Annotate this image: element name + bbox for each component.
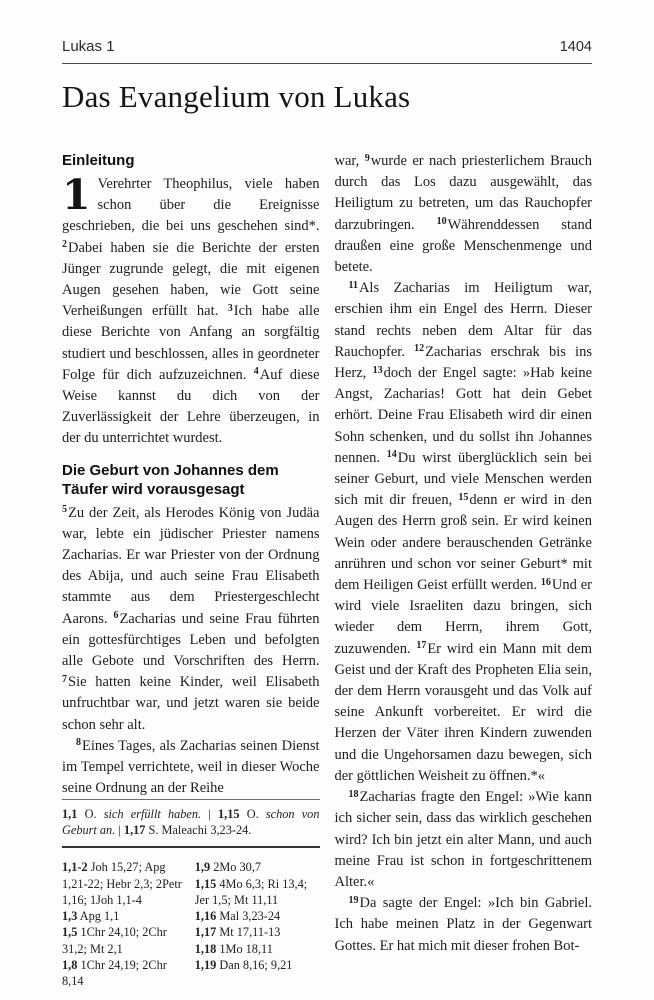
verse-paragraph-11-17: $^{11}$Als Zacharias im Heiligtum war, erschien ihm ein Engel des Herrn. Dieser stand rechts neben dem Altar für das Rauchopfer. $^{12}$Zacharias erschrak bis ins Herz, $^{13}$doch der Engel sagte: »Hab keine Angst, Zacharias! Gott hat dein Gebet erhört. Deine Frau Elisabeth wird dir einen Sohn schenken, und du sollst ihn Johannes nennen. $^{14}$Du wirst überglücklich sein bei seiner Geburt, und viele Menschen werden sich mit dir freuen, $^{15}$denn er wird in den Augen des Herrn groß sein. Er wird keinen Wein oder andere berauschenden Getränke anrühren und schon vor seiner Geburt* mit dem Heiligen Geist erfüllt werden. $^{16}$Und er wird viele Israeliten dazu bringen, sich wieder dem Herrn, ihrem Gott, zuzuwenden. $^{17}$Er wird ein Mann mit dem Geist und der Kraft des Propheten Elia sein, der dem Herrn vorausgeht und das Volk auf seine Ankunft vorbereitet. Er wird die Herzen der Väter ihren Kindern zuwenden und die Ungehorsamen dazu bewegen, sich der göttlichen Weisheit zu öffnen.*« xyxy=(334,279,593,784)
verse-number: 12 xyxy=(414,343,425,355)
verse-number: 6 xyxy=(113,610,119,622)
verse-number: 3 xyxy=(227,302,233,314)
section-heading-einleitung: Einleitung xyxy=(62,152,135,169)
chapter-number-dropcap: 1 xyxy=(62,171,91,219)
verse-paragraph-5-7: $^5$Zu der Zeit, als Herodes König von Judäa war, lebte ein jüdischer Priester namens Zacharias. Er war Priester von der Ordnung des Abija, und auch seine Frau Elisabeth stammte aus dem Priestergeschlecht Aarons. $^6$Zacharias und seine Frau führten ein gottesfürchtiges Leben und befolgten alle Gebote und Vorschriften des Herrn. $^7$Sie hatten keine Kinder, weil Elisabeth unfruchtbar war, und jetzt waren sie beide schon sehr alt. xyxy=(62,504,320,733)
verse-number: 11 xyxy=(348,279,358,291)
running-header xyxy=(62,38,592,56)
footnote-rule-top xyxy=(62,799,320,800)
verse-number: 7 xyxy=(62,673,67,685)
verse-paragraph-9-10: war, $^9$wurde er nach priesterlichem Brauch durch das Los dazu ausgewählt, das Heiligtum zu betreten, um das Rauchopfer darzubringen. $^{10}$Währenddessen stand draußen eine große Menschenmenge und betete. xyxy=(334,152,592,276)
verse-number: 16 xyxy=(540,576,551,588)
cross-reference-entry: 1,3 Apg 1,1 xyxy=(62,909,120,924)
verse-number: 2 xyxy=(62,239,67,251)
verse-number: 17 xyxy=(416,640,427,652)
verse-number: 13 xyxy=(372,364,383,376)
text-columns xyxy=(62,151,593,988)
right-column xyxy=(334,151,593,954)
verse-paragraph-18: $^{18}$Zacharias fragte den Engel: »Wie kann ich sicher sein, dass das wirklich geschehen wird? Ich bin jetzt ein alter Mann, und auch meine Frau ist schon in fortgeschrittenem Alter.« xyxy=(334,788,592,890)
cross-reference-entry: 1,16 Mal 3,23-24 xyxy=(194,909,281,924)
footnote-rule-bottom xyxy=(62,846,320,848)
cross-references xyxy=(62,859,320,989)
verse-number: 8 xyxy=(76,737,81,749)
verse-number: 4 xyxy=(253,366,259,378)
cross-reference-column-1 xyxy=(62,859,187,989)
verse-number: 19 xyxy=(348,894,359,906)
verse-number: 15 xyxy=(458,491,469,503)
cross-reference-entry: 1,19 Dan 8,16; 9,21 xyxy=(194,957,293,972)
book-title: Das Evangelium von Lukas xyxy=(62,79,411,114)
cross-reference-entry: 1,17 Mt 17,11-13 xyxy=(194,925,281,940)
verse-paragraph-1-4 xyxy=(62,171,320,450)
cross-reference-entry: 1,8 1Chr 24,19; 2Chr 8,14 xyxy=(62,957,167,988)
cross-reference-entry: 1,15 4Mo 6,3; Ri 13,4; Jer 1,5; Mt 11,11 xyxy=(194,876,308,907)
footnote-apparatus xyxy=(62,799,320,991)
left-column xyxy=(62,151,320,988)
cross-reference-entry: 1,1-2 Joh 15,27; Apg 1,21-22; Hebr 2,3; 2Petr 1,16; 1Joh 1,1-4 xyxy=(62,860,182,907)
running-head: Lukas 1 xyxy=(62,38,115,55)
verse-paragraph-8: $^8$Eines Tages, als Zacharias seinen Dienst im Tempel verrichtete, weil in dieser Woche seine Ordnung an der Reihe xyxy=(62,737,320,797)
verse-text-1-4: Verehrter Theophilus, viele haben schon über die Ereignisse geschrieben, die bei uns geschehen sind*. $^2$Dabei haben sie die Berichte der ersten Jünger zugrunde gelegt, die mit eigenen Augen gesehen haben, wie Gott seine Verheißungen erfüllt hat. $^3$Ich habe alle diese Berichte von Anfang an sorgfältig studiert und beschlossen, alles in geordneter Folge für dich aufzuzeichnen. $^4$Auf diese Weise kannst du dich von der Zuverlässigkeit der Lehre überzeugen, in der du unterrichtet wurdest. xyxy=(62,176,320,447)
verse-number: 14 xyxy=(386,449,397,461)
page-number: 1404 xyxy=(559,39,592,55)
cross-reference-entry: 1,5 1Chr 24,10; 2Chr 31,2; Mt 2,1 xyxy=(62,925,167,956)
verse-number: 9 xyxy=(364,152,370,164)
footnotes: 1,1 O. sich erfüllt haben. | 1,15 O. schon von Geburt an. | 1,17 S. Maleachi 3,23-24. xyxy=(62,807,320,838)
verse-number: 10 xyxy=(436,216,447,228)
header-rule xyxy=(62,63,592,64)
verse-paragraph-19: $^{19}$Da sagte der Engel: »Ich bin Gabriel. Ich habe meinen Platz in der Gegenwart Gottes. Er hat mich mit dieser frohen Bot- xyxy=(334,894,592,954)
verse-number: 5 xyxy=(62,504,67,516)
cross-reference-column-2 xyxy=(195,859,320,989)
cross-reference-entry: 1,9 2Mo 30,7 xyxy=(194,860,262,875)
section-heading-geburt-johannes: Die Geburt von Johannes dem Täufer wird vorausgesagt xyxy=(62,461,279,498)
cross-reference-entry: 1,18 1Mo 18,11 xyxy=(194,941,273,956)
verse-number: 18 xyxy=(348,788,359,800)
